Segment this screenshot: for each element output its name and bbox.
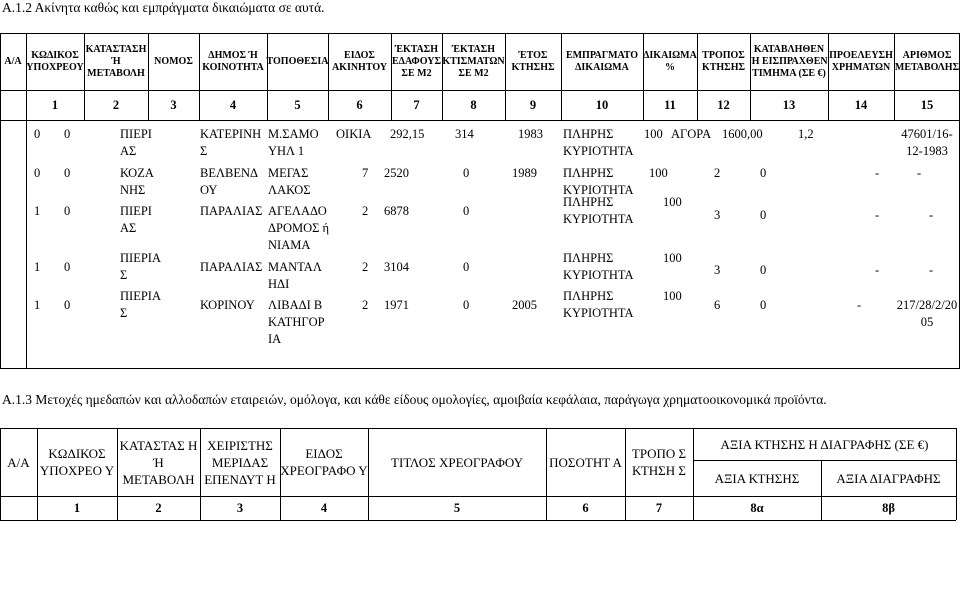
row-arithmos: - xyxy=(929,263,934,277)
row-proel: - xyxy=(875,208,880,222)
row-c2: 0 xyxy=(64,298,71,312)
col-number: 8 xyxy=(470,98,477,112)
row-arithmos: 47601/16-12-1983 xyxy=(901,127,953,158)
row-c2: 0 xyxy=(64,127,71,141)
col2-number: 4 xyxy=(320,501,328,515)
col-header-property-type: ΕΙΔΟΣ ΑΚΙΝΗΤΟΥ xyxy=(331,49,388,73)
col2-number: 5 xyxy=(453,501,461,515)
row-timima: 0 xyxy=(760,263,767,277)
row-proel: - xyxy=(875,166,880,180)
row-c1: 0 xyxy=(34,127,41,141)
col2-header-code: ΚΩΔΙΚΟΣ ΥΠΟΧΡΕΟ Υ xyxy=(39,446,115,478)
row-ktisma: 6878 xyxy=(384,204,409,218)
col2-number: 1 xyxy=(73,501,81,515)
row-topos: ΜΕΓΑΣ ΛΑΚΟΣ xyxy=(268,166,311,197)
row-etos: 0 xyxy=(463,298,470,312)
row-pososto: 100 xyxy=(644,127,663,141)
col-header-location: ΤΟΠΟΘΕΣΙΑ xyxy=(266,55,329,67)
row-ktisma: 2520 xyxy=(384,166,409,180)
row-tropos: 6 xyxy=(714,298,721,312)
col2-header-manager: ΧΕΙΡΙΣΤΗΣ ΜΕΡΙΔΑΣ ΕΠΕΝΔΥΤ Η xyxy=(204,437,276,487)
row-arithmos: - xyxy=(917,166,922,180)
row-pososto: 100 xyxy=(663,289,682,303)
section-title-a13: Α.1.3 Μετοχές ημεδαπών και αλλοδαπών εταιρειών, ομόλογα, και κάθε είδους ομολογίες, αμοιβαία κεφάλαια, παράγωγα χρηματοοικονομικά προϊόντα. xyxy=(2,392,827,407)
row-empr: ΠΛΗΡΗΣ ΚΥΡΙΟΤΗΤΑ xyxy=(563,166,634,197)
col2-header-aa: Α/Α xyxy=(7,454,30,470)
row-dimos: ΒΕΛΒΕΝΔ ΟΥ xyxy=(200,166,258,197)
row-empr: ΠΛΗΡΗΣ ΚΥΡΙΟΤΗΤΑ xyxy=(563,127,634,158)
row-topos: ΛΙΒΑΔΙ Β ΚΑΤΗΓΟΡ ΙΑ xyxy=(268,298,325,346)
col-number: 1 xyxy=(51,98,59,112)
row-timima: 0 xyxy=(760,298,767,312)
col2-number: 8β xyxy=(882,501,895,515)
col-number: 13 xyxy=(782,98,796,112)
row-c1: 0 xyxy=(34,166,41,180)
col2-number: 7 xyxy=(655,501,663,515)
col-number: 14 xyxy=(854,98,868,112)
row-arithmos: - xyxy=(929,208,934,222)
col2-number: 2 xyxy=(155,501,162,515)
row-etos2: 1989 xyxy=(512,166,537,180)
col-header-building-area: ΈΚΤΑΣΗ ΚΤΙΣΜΑΤΩΝ ΣΕ Μ2 xyxy=(442,43,505,79)
row-nomos: ΠΙΕΡΙΑ Σ xyxy=(120,289,161,320)
col-header-funds-origin: ΠΡΟΕΛΕΥΣΗ ΧΡΗΜΑΤΩΝ xyxy=(829,49,893,73)
col2-header-security-title: ΤΙΤΛΟΣ ΧΡΕΟΓΡΑΦΟΥ xyxy=(391,454,523,470)
row-tropos: ΑΓΟΡΑ xyxy=(671,127,712,141)
row-etos: 0 xyxy=(463,260,470,274)
row-c1: 1 xyxy=(34,260,41,274)
row-ktisma: 1971 xyxy=(384,298,409,312)
row-dimos: ΚΟΡΙΝΟΥ xyxy=(200,298,255,312)
col-header-change-number: ΑΡΙΘΜΟΣ ΜΕΤΑΒΟΛΗΣ xyxy=(894,49,960,73)
col-number: 7 xyxy=(413,98,420,112)
col-header-code: ΚΩΔΙΚΟΣ ΥΠΟΧΡΕΟΥ xyxy=(26,49,84,73)
col2-number: 6 xyxy=(582,501,589,515)
col2-header-acquisition: ΤΡΟΠΟ Σ ΚΤΗΣΗ Σ xyxy=(631,446,687,478)
row-tropos: 3 xyxy=(714,208,721,222)
row-dimos: ΠΑΡΑΛΙΑΣ xyxy=(200,260,263,274)
col-header-year: ΈΤΟΣ ΚΤΗΣΗΣ xyxy=(511,49,555,73)
row-edafos: 7 xyxy=(362,166,369,180)
col2-header-value-group: ΑΞΙΑ ΚΤΗΣΗΣ Η ΔΙΑΓΡΑΦΗΣ (ΣΕ €) xyxy=(720,436,929,452)
col-number: 12 xyxy=(717,98,730,112)
col2-number: 3 xyxy=(236,501,244,515)
col-header-land-area: ΈΚΤΑΣΗ ΕΔΑΦΟΥΣ ΣΕ Μ2 xyxy=(392,43,441,79)
row-arithmos: 217/28/2/2005 xyxy=(896,298,958,329)
col-number: 6 xyxy=(356,98,363,112)
section-title-a12: Α.1.2 Ακίνητα καθώς και εμπράγματα δικαιώματα σε αυτά. xyxy=(2,0,325,15)
row-proel: - xyxy=(875,263,880,277)
col-header-right: ΕΜΠΡΑΓΜΑΤΟ ΔΙΚΑΙΩΜΑ xyxy=(565,49,639,73)
col2-header-status: ΚΑΤΑΣΤΑΣ Η Ή ΜΕΤΑΒΟΛΗ xyxy=(119,437,198,487)
col-header-aa: Α/Α xyxy=(4,55,22,67)
row-empr: ΠΛΗΡΗΣ ΚΥΡΙΟΤΗΤΑ xyxy=(563,289,634,320)
row-edafos: 2 xyxy=(362,260,369,274)
row-nomos: ΚΟΖΑ ΝΗΣ xyxy=(120,166,154,197)
row-timima: 1600,00 xyxy=(722,127,763,141)
col2-header-quantity: ΠΟΣΟΤΗΤ Α xyxy=(549,454,622,470)
col2-header-del-value: ΑΞΙΑ ΔΙΑΓΡΑΦΗΣ xyxy=(836,470,941,486)
row-c1: 1 xyxy=(34,204,41,218)
col2-number: 8α xyxy=(750,501,764,515)
row-ktisma: 314 xyxy=(455,127,474,141)
row-c2: 0 xyxy=(64,260,71,274)
col-header-percent: ΔΙΚΑΙΩΜΑ % xyxy=(643,49,697,73)
row-topos: ΑΓΕΛΑΔΟ ΔΡΟΜΟΣ ή ΝΙΑΜΑ xyxy=(268,204,330,252)
row-tropos: 2 xyxy=(714,166,721,180)
col-number: 9 xyxy=(529,98,537,112)
row-topos: Μ.ΣΑΜΟ ΥΗΛ 1 xyxy=(268,127,319,158)
row-proel: 1,2 xyxy=(798,127,814,141)
row-pososto: 100 xyxy=(649,166,668,180)
row-timima: 0 xyxy=(760,208,767,222)
col2-header-acq-value: ΑΞΙΑ ΚΤΗΣΗΣ xyxy=(714,470,800,486)
row-c2: 0 xyxy=(64,204,71,218)
col-header-price: ΚΑΤΑΒΛΗΘΕΝ Ή ΕΙΣΠΡΑΧΘΕΝ ΤΙΜΗΜΑ (ΣΕ €) xyxy=(750,43,828,79)
row-edafos: 2 xyxy=(362,204,369,218)
col-number: 11 xyxy=(664,98,676,112)
row-c2: 0 xyxy=(64,166,71,180)
row-proel: - xyxy=(857,298,862,312)
col-header-status: ΚΑΤΑΣΤΑΣΗ Ή ΜΕΤΑΒΟΛΗ xyxy=(85,43,147,79)
row-tropos: 3 xyxy=(714,263,721,277)
col-number: 10 xyxy=(595,98,609,112)
row-pososto: 100 xyxy=(663,195,682,209)
row-timima: 0 xyxy=(760,166,767,180)
row-etos: 0 xyxy=(463,166,470,180)
row-c1: 1 xyxy=(34,298,41,312)
row-etos2: 2005 xyxy=(512,298,537,312)
row-nomos: ΠΙΕΡΙ ΑΣ xyxy=(120,204,152,235)
col-number: 4 xyxy=(229,98,237,112)
row-nomos: ΠΙΕΡΙΑ Σ xyxy=(120,251,161,282)
col-number: 2 xyxy=(112,98,120,112)
col-number: 3 xyxy=(170,98,177,112)
row-ktisma: 3104 xyxy=(384,260,409,274)
row-topos: ΜΑΝΤΑΛ ΗΔΙ xyxy=(268,260,322,291)
row-edafos: 2 xyxy=(362,298,369,312)
row-dimos: ΚΑΤΕΡΙΝΗ Σ xyxy=(200,127,262,158)
col-number: 15 xyxy=(920,98,934,112)
row-dimos: ΠΑΡΑΛΙΑΣ xyxy=(200,204,263,218)
col-header-nomos: ΝΟΜΟΣ xyxy=(154,55,193,67)
row-empr: ΠΛΗΡΗΣ ΚΥΡΙΟΤΗΤΑ xyxy=(563,195,634,226)
row-empr: ΠΛΗΡΗΣ ΚΥΡΙΟΤΗΤΑ xyxy=(563,251,634,282)
row-nomos: ΠΙΕΡΙ ΑΣ xyxy=(120,127,152,158)
col2-header-security-type: ΕΙΔΟΣ ΧΡΕΟΓΡΑΦΟ Υ xyxy=(280,446,368,478)
row-etos: 0 xyxy=(463,204,470,218)
row-pososto: 100 xyxy=(663,251,682,265)
col-number: 5 xyxy=(294,98,301,112)
row-edafos: 292,15 xyxy=(390,127,425,141)
col-header-dimos: ΔΗΜΟΣ Ή ΚΟΙΝΟΤΗΤΑ xyxy=(202,49,264,73)
col-header-acquisition: ΤΡΟΠΟΣ ΚΤΗΣΗΣ xyxy=(701,49,746,73)
row-etos: 1983 xyxy=(518,127,543,141)
row-eidos: ΟΙΚΙΑ xyxy=(336,127,372,141)
